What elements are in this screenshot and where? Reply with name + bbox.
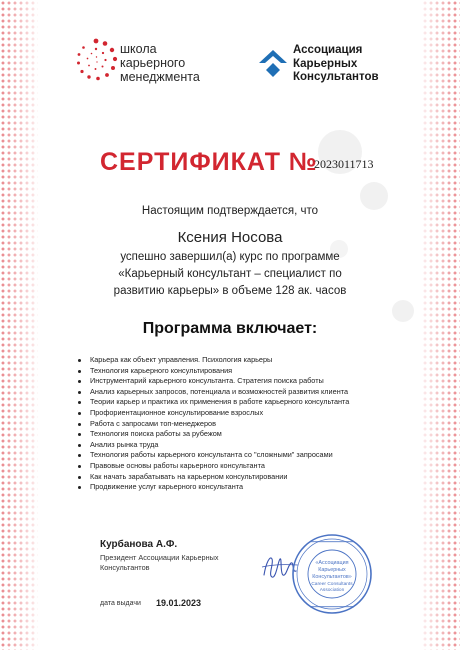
association-logo — [258, 44, 408, 90]
program-item: Карьера как объект управления. Психология карьеры — [78, 355, 418, 366]
school-logo-text — [120, 42, 200, 84]
course-description: успешно завершил(а) курс по программе «Карьерный консультант – специалист по развитию карьеры» в объеме 128 ак. часов — [113, 251, 347, 297]
signer-name: Курбанова А.Ф. — [100, 539, 178, 550]
stamp-line3: Консультантов» — [312, 574, 352, 580]
association-logo-text — [293, 44, 379, 85]
confirmation-text: Настоящим подтверждается, что — [141, 205, 319, 217]
association-logo-line3: Консультантов — [293, 71, 379, 83]
background-circle — [392, 300, 414, 322]
program-item: Технология карьерного консультирования — [78, 366, 418, 377]
school-logo-line2: карьерного — [120, 56, 186, 70]
association-logo-house-icon — [258, 48, 288, 82]
signer-title: Президент Ассоциации Карьерных Консультантов — [100, 553, 219, 572]
stamp-line1: «Ассоциация — [315, 560, 349, 566]
issue-date-label: дата выдачи — [100, 600, 141, 607]
program-item: Правовые основы работы карьерного консультанта — [78, 461, 418, 472]
school-logo-line1: школа — [120, 42, 157, 56]
school-logo — [74, 38, 234, 90]
program-item: Технология работы карьерного консультанта со "сложными" запросами — [78, 450, 418, 461]
program-item: Технология поиска работы за рубежом — [78, 429, 418, 440]
program-heading: Программа включает: — [142, 320, 318, 337]
certificate-title: СЕРТИФИКАТ № — [100, 148, 318, 176]
certificate-number: 2023011713 — [314, 157, 374, 171]
program-item: Продвижение услуг карьерного консультанта — [78, 482, 418, 493]
program-item: Анализ рынка труда — [78, 440, 418, 451]
program-item: Профориентационное консультирование взрослых — [78, 408, 418, 419]
program-item: Теории карьер и практика их применения в работе карьерного консультанта — [78, 397, 418, 408]
program-item: Анализ карьерных запросов, потенциала и возможностей развития клиента — [78, 387, 418, 398]
program-item: Инструментарий карьерного консультанта. Стратегия поиска работы — [78, 376, 418, 387]
school-logo-swirl-icon — [74, 38, 118, 82]
association-logo-line2: Карьерных — [293, 57, 358, 70]
stamp-line2: Карьерных — [318, 567, 346, 573]
program-item: Как начать зарабатывать на карьерном консультировании — [78, 472, 418, 483]
association-logo-line1: Ассоциация — [293, 44, 363, 56]
stamp-line4: Career Consultants — [311, 582, 353, 587]
issue-date: 19.01.2023 — [156, 598, 202, 608]
recipient-name: Ксения Носова — [177, 229, 283, 246]
association-stamp — [290, 532, 374, 616]
program-list — [78, 355, 418, 493]
program-item: Работа с запросами топ-менеджеров — [78, 419, 418, 430]
school-logo-line3: менеджмента — [120, 70, 200, 84]
stamp-line5: Association — [319, 588, 345, 593]
